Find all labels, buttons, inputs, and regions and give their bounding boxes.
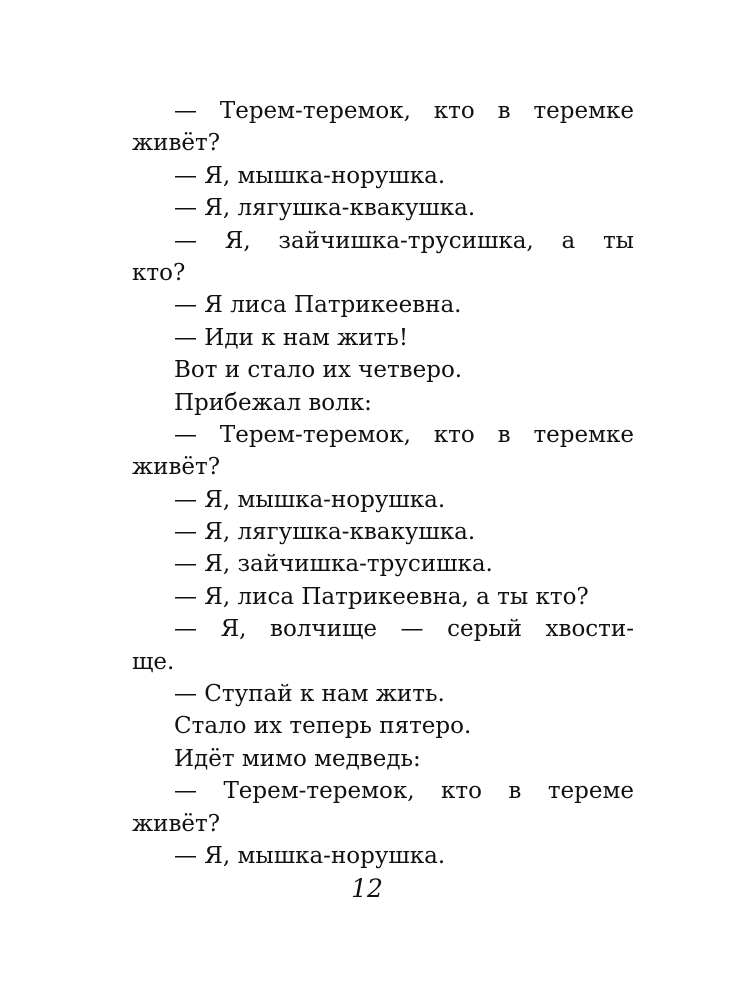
text-line: Вот и стало их четверо.: [174, 357, 463, 384]
text-line: живёт?: [132, 454, 221, 481]
text-line: — Я, лиса Патрикеевна, а ты кто?: [174, 583, 589, 610]
text-line: — Я лиса Патрикеевна.: [174, 292, 462, 319]
text-line: — Иди к нам жить!: [174, 324, 409, 351]
text-line: — Я, мышка-норушка.: [174, 842, 446, 869]
text-line: — Терем-теремок, кто в теремке: [174, 98, 634, 124]
text-line: кто?: [132, 259, 186, 286]
text-line: Прибежал волк:: [174, 389, 372, 416]
text-line: — Я, лягушка-квакушка.: [174, 519, 476, 546]
text-line: — Я, мышка-норушка.: [174, 162, 446, 189]
text-line: Идёт мимо медведь:: [174, 745, 421, 772]
text-line: — Терем-теремок, кто в теремке: [174, 421, 634, 448]
text-line: — Терем-теремок, кто в тереме: [174, 778, 634, 805]
text-line: — Я, волчище — серый хвости-: [174, 616, 634, 643]
text-line: живёт?: [132, 130, 221, 157]
text-line: Стало их теперь пятеро.: [174, 713, 472, 740]
text-line: ще.: [132, 648, 175, 675]
text-line: — Я, лягушка-квакушка.: [174, 195, 476, 222]
text-line: — Я, зайчишка-трусишка, а ты: [174, 227, 634, 254]
story-text: [132, 95, 634, 872]
text-line: — Я, мышка-норушка.: [174, 486, 446, 513]
text-line: — Ступай к нам жить.: [174, 681, 445, 708]
page-number: 12: [351, 874, 383, 903]
text-line: — Я, зайчишка-трусишка.: [174, 551, 493, 578]
text-line: живёт?: [132, 810, 221, 837]
